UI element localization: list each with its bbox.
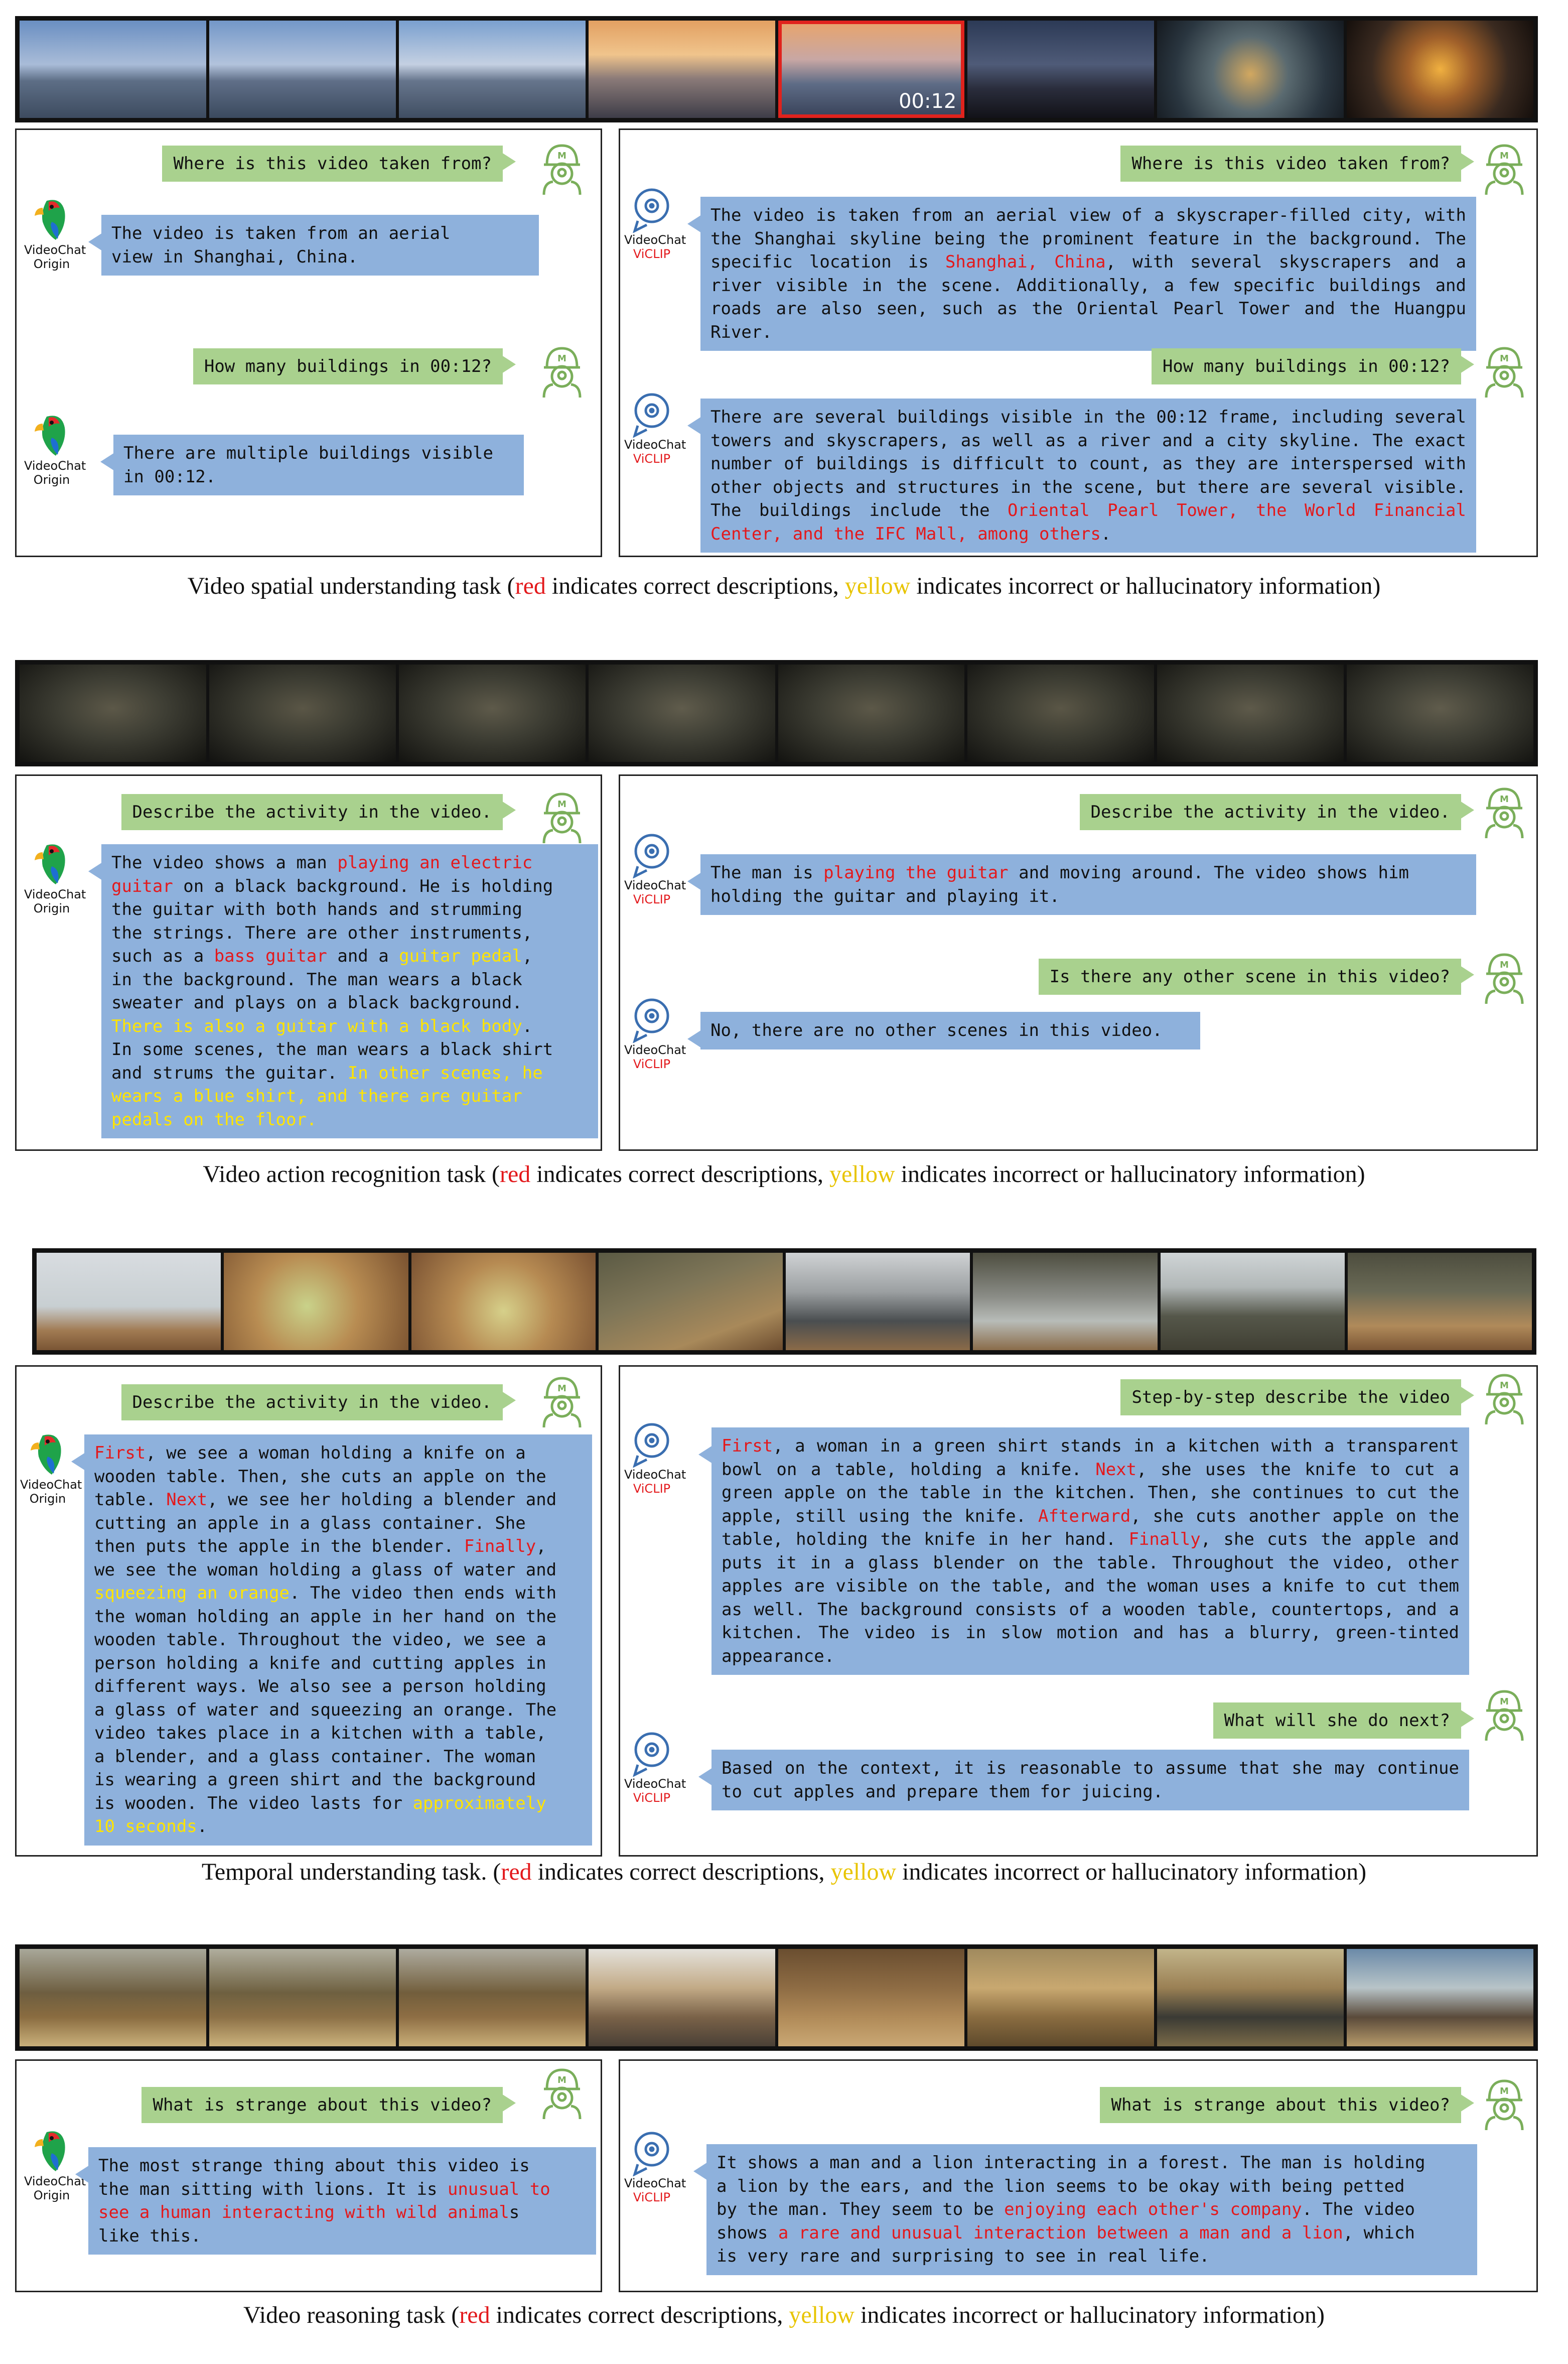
figure-caption xyxy=(0,1160,1568,1188)
viclip-logo-icon xyxy=(624,997,679,1043)
user-question: How many buildings in 00:12? xyxy=(193,348,503,384)
assistant-answer xyxy=(711,1427,1469,1675)
answer-text: . In some scenes, the man wears a black shirt and strums the guitar. xyxy=(111,1016,553,1083)
assistant-answer xyxy=(700,854,1476,915)
answer-text: The video shows a man xyxy=(111,853,338,873)
video-frame xyxy=(967,1949,1154,2046)
model-variant: Origin xyxy=(33,2188,70,2202)
assistant-answer xyxy=(101,215,539,276)
user-question: What is strange about this video? xyxy=(1100,2087,1461,2123)
figure-caption xyxy=(0,2301,1568,2329)
user-question: Describe the activity in the video. xyxy=(1080,794,1461,830)
video-frame xyxy=(399,665,586,762)
assistant-answer xyxy=(700,1012,1200,1049)
video-frame xyxy=(786,1253,970,1350)
video-frame xyxy=(411,1253,596,1350)
answer-text: It shows a man and a lion interacting in a forest. The man is holding a lion by the ears, and the lion seems to be okay with being petted by the man. They seem to be xyxy=(717,2153,1426,2219)
assistant-answer xyxy=(706,2144,1477,2275)
videochat-viclip-avatar xyxy=(624,187,686,261)
answer-text: , we see her holding a blender and cutting an apple in a glass container. She then puts the apple in the blender. xyxy=(94,1490,557,1556)
frame-strip-spatial xyxy=(15,16,1538,122)
user-question: What is strange about this video? xyxy=(141,2087,503,2123)
video-frame xyxy=(20,21,206,118)
parrot-logo-icon xyxy=(24,841,79,887)
video-frame xyxy=(37,1253,221,1350)
video-frame xyxy=(778,665,965,762)
video-frame xyxy=(1157,665,1344,762)
figure-caption xyxy=(0,572,1568,600)
videochat-origin-avatar xyxy=(20,1431,82,1506)
answer-text: and moving around. The video shows him holding the guitar and playing it. xyxy=(710,863,1409,906)
video-frame xyxy=(399,21,586,118)
user-avatar-icon xyxy=(1479,2076,1529,2131)
model-name: VideoChat xyxy=(24,887,86,901)
frame-timestamp: 00:12 xyxy=(899,90,957,113)
videochat-viclip-avatar xyxy=(624,997,686,1071)
answer-text: , which is very rare and surprising to see in real life. xyxy=(717,2222,1415,2266)
model-name: VideoChat xyxy=(24,459,86,473)
caption-before: Temporal understanding task. ( xyxy=(201,1859,501,1885)
user-avatar-icon xyxy=(537,789,587,844)
svg-text:M: M xyxy=(1500,2086,1509,2096)
viclip-logo-icon xyxy=(624,832,679,878)
videochat-viclip-avatar xyxy=(624,1731,686,1805)
correct-span: First xyxy=(94,1443,146,1463)
parrot-logo-icon xyxy=(24,197,79,243)
caption-after: indicates incorrect or hallucinatory information) xyxy=(895,1161,1365,1188)
user-question: Describe the activity in the video. xyxy=(121,1384,503,1420)
user-question: How many buildings in 00:12? xyxy=(1152,348,1461,384)
viclip-logo-icon xyxy=(624,391,679,438)
answer-text: The most strange thing about this video is the man sitting with lions. It is xyxy=(98,2156,530,2199)
video-frame xyxy=(20,1949,206,2046)
caption-after: indicates incorrect or hallucinatory information) xyxy=(854,2302,1325,2328)
parrot-logo-icon xyxy=(24,413,79,459)
svg-text:M: M xyxy=(1500,1696,1509,1707)
video-frame xyxy=(778,1949,965,2046)
user-avatar-icon xyxy=(1479,141,1529,196)
frame-strip-temporal xyxy=(32,1248,1536,1355)
video-frame xyxy=(967,21,1154,118)
svg-text:M: M xyxy=(557,353,566,364)
model-variant: ViCLIP xyxy=(633,452,671,466)
video-frame xyxy=(1161,1253,1345,1350)
svg-text:M: M xyxy=(557,1383,566,1394)
user-avatar-icon xyxy=(1479,1686,1529,1742)
video-frame xyxy=(599,1253,783,1350)
model-name: VideoChat xyxy=(624,438,686,452)
parrot-logo-icon xyxy=(20,1431,75,1478)
answer-text: The video is taken from an aerial view in Shanghai, China. xyxy=(111,223,451,267)
assistant-answer xyxy=(84,1434,592,1846)
correct-span: Afterward xyxy=(1038,1506,1131,1526)
user-question: Step-by-step describe the video xyxy=(1120,1379,1461,1415)
correct-span: playing an electric guitar xyxy=(111,853,533,896)
user-question: What will she do next? xyxy=(1213,1702,1461,1739)
answer-text: There are multiple buildings visible in 00:12. xyxy=(123,443,493,487)
video-frame xyxy=(399,1949,586,2046)
video-frame xyxy=(20,665,206,762)
model-name: VideoChat xyxy=(624,2176,686,2190)
model-name: VideoChat xyxy=(24,2174,86,2188)
answer-text: . The video shows xyxy=(717,2199,1415,2243)
caption-after: indicates incorrect or hallucinatory information) xyxy=(896,1859,1367,1885)
caption-before: Video reasoning task ( xyxy=(243,2302,460,2328)
assistant-answer xyxy=(113,435,524,495)
frame-strip-action xyxy=(15,660,1538,766)
caption-red: red xyxy=(515,573,546,599)
caption-middle: indicates correct descriptions, xyxy=(530,1161,830,1188)
user-avatar-icon xyxy=(537,141,587,196)
caption-middle: indicates correct descriptions, xyxy=(531,1859,831,1885)
videochat-viclip-avatar xyxy=(624,391,686,466)
user-question: Is there any other scene in this video? xyxy=(1039,959,1461,995)
video-frame xyxy=(1347,665,1533,762)
videochat-origin-avatar xyxy=(24,413,86,487)
correct-span: Finally xyxy=(464,1536,536,1556)
svg-text:M: M xyxy=(557,2075,566,2085)
assistant-answer xyxy=(101,844,598,1138)
svg-text:M: M xyxy=(1500,151,1509,161)
hallucination-span: approximately 10 seconds xyxy=(94,1793,546,1836)
model-variant: Origin xyxy=(29,1492,66,1506)
model-name: VideoChat xyxy=(624,1043,686,1057)
figure-caption xyxy=(0,1858,1568,1886)
answer-text: Based on the context, it is reasonable to assume that she may continue to cut apples and prepare them for juicing. xyxy=(722,1758,1470,1802)
model-variant: ViCLIP xyxy=(633,892,671,906)
video-frame xyxy=(209,1949,396,2046)
correct-span: Oriental Pearl Tower, the World Financial Center, and the IFC Mall, among others xyxy=(710,500,1477,544)
user-avatar-icon xyxy=(1479,784,1529,839)
videochat-origin-avatar xyxy=(24,2128,86,2202)
viclip-logo-icon xyxy=(624,1421,679,1468)
svg-text:M: M xyxy=(1500,960,1509,970)
video-frame xyxy=(224,1253,408,1350)
answer-text: No, there are no other scenes in this video. xyxy=(710,1020,1163,1040)
caption-yellow: yellow xyxy=(844,573,911,599)
model-variant: Origin xyxy=(33,901,70,915)
model-name: VideoChat xyxy=(624,233,686,247)
correct-span: First xyxy=(722,1436,773,1456)
user-avatar-icon xyxy=(1479,950,1529,1005)
caption-yellow: yellow xyxy=(789,2302,855,2328)
answer-text: There are several buildings visible in the 00:12 frame, including several towers and skyscrapers, as well as a river and a city skyline. The exact number of buildings is difficult to count, as they are interspersed with other objects and structures in the scene, but there are several visible. The buildings include the xyxy=(710,407,1477,520)
model-variant: ViCLIP xyxy=(633,1791,671,1805)
assistant-answer xyxy=(700,197,1476,351)
svg-text:M: M xyxy=(1500,794,1509,805)
caption-before: Video action recognition task ( xyxy=(203,1161,500,1188)
user-avatar-icon xyxy=(1479,1370,1529,1425)
correct-span: Shanghai, China xyxy=(945,252,1106,272)
answer-text: , in the background. The man wears a black sweater and plays on a black background. xyxy=(111,946,533,1013)
model-variant: ViCLIP xyxy=(633,1057,671,1071)
assistant-answer xyxy=(711,1750,1469,1810)
video-frame xyxy=(589,665,775,762)
user-avatar-icon xyxy=(1479,343,1529,399)
assistant-answer xyxy=(88,2147,596,2255)
caption-yellow: yellow xyxy=(830,1859,897,1885)
viclip-logo-icon xyxy=(624,2130,679,2176)
answer-text: The video is taken from an aerial view of a skyscraper-filled city, with the Shanghai skyline being the prominent feature in the background. The specific location is xyxy=(710,205,1477,272)
model-name: VideoChat xyxy=(20,1478,82,1492)
caption-middle: indicates correct descriptions, xyxy=(545,573,845,599)
video-frame-selected xyxy=(778,21,965,118)
model-variant: ViCLIP xyxy=(633,2190,671,2204)
model-variant: ViCLIP xyxy=(633,247,671,261)
hallucination-span: squeezing an orange xyxy=(94,1583,290,1603)
user-avatar-icon xyxy=(537,2065,587,2120)
answer-text: , she cuts another apple on the table, holding the knife in her hand. xyxy=(722,1506,1470,1549)
video-frame xyxy=(1347,21,1533,118)
viclip-logo-icon xyxy=(624,187,679,233)
correct-span: unusual to see a human interacting with wild animal xyxy=(98,2179,550,2222)
videochat-origin-avatar xyxy=(24,841,86,915)
video-frame xyxy=(973,1253,1157,1350)
answer-text: The man is xyxy=(710,863,824,883)
video-frame xyxy=(209,665,396,762)
video-frame xyxy=(967,665,1154,762)
answer-text: . xyxy=(197,1816,208,1836)
svg-text:M: M xyxy=(557,799,566,810)
caption-after: indicates incorrect or hallucinatory information) xyxy=(910,573,1381,599)
answer-text: , we see a woman holding a knife on a wooden table. Then, she cuts an apple on the table. xyxy=(94,1443,546,1510)
user-avatar-icon xyxy=(537,1373,587,1428)
videochat-viclip-avatar xyxy=(624,832,686,906)
hallucination-span: There is also a guitar with a black body xyxy=(111,1016,522,1036)
correct-span: a rare and unusual interaction between a man and a lion xyxy=(778,2222,1343,2243)
assistant-answer xyxy=(700,399,1476,553)
video-frame xyxy=(589,1949,775,2046)
answer-text: , she cuts the apple and puts it in a glass blender on the table. Throughout the video, other apples are visible on the table, and the woman uses a knife to cut them as well. The background consists of a wooden table, countertops, and a kitchen. The video is in slow motion and has a blurry, green-tinted appearance. xyxy=(722,1529,1470,1666)
caption-middle: indicates correct descriptions, xyxy=(490,2302,789,2328)
svg-text:M: M xyxy=(1500,353,1509,364)
user-avatar-icon xyxy=(537,343,587,399)
correct-span: bass guitar xyxy=(214,946,327,966)
user-question: Describe the activity in the video. xyxy=(121,794,503,830)
video-frame xyxy=(1348,1253,1532,1350)
answer-text: , we see the woman holding a glass of water and xyxy=(94,1536,557,1580)
viclip-logo-icon xyxy=(624,1731,679,1777)
video-frame xyxy=(1157,21,1344,118)
correct-span: Next xyxy=(166,1490,208,1510)
model-variant: Origin xyxy=(33,257,70,271)
svg-text:M: M xyxy=(1500,1380,1509,1391)
video-frame xyxy=(209,21,396,118)
video-frame xyxy=(1157,1949,1344,2046)
hallucination-span: In other scenes, he wears a blue shirt, and there are guitar pedals on the floor. xyxy=(111,1063,543,1130)
caption-before: Video spatial understanding task ( xyxy=(187,573,515,599)
model-variant: ViCLIP xyxy=(633,1482,671,1496)
svg-text:M: M xyxy=(557,151,566,161)
caption-red: red xyxy=(501,1859,532,1885)
model-name: VideoChat xyxy=(624,1468,686,1482)
model-variant: Origin xyxy=(33,473,70,487)
parrot-logo-icon xyxy=(24,2128,79,2174)
correct-span: Next xyxy=(1095,1459,1137,1480)
user-question: Where is this video taken from? xyxy=(162,146,503,182)
user-question: Where is this video taken from? xyxy=(1120,146,1461,182)
video-frame xyxy=(589,21,775,118)
answer-text: . xyxy=(1100,523,1111,544)
hallucination-span: guitar pedal xyxy=(399,946,522,966)
answer-text: , with several skyscrapers and a river visible in the scene. Additionally, a few specific buildings and roads are also seen, such as the Oriental Pearl Tower and the Huangpu River. xyxy=(710,252,1477,342)
videochat-origin-avatar xyxy=(24,197,86,271)
caption-red: red xyxy=(499,1161,531,1188)
answer-text: s like this. xyxy=(98,2202,520,2246)
caption-yellow: yellow xyxy=(829,1161,895,1188)
caption-red: red xyxy=(459,2302,490,2328)
video-frame xyxy=(1347,1949,1533,2046)
correct-span: playing the guitar xyxy=(823,863,1009,883)
answer-text: . The video then ends with the woman holding an apple in her hand on the wooden table. Throughout the video, we see a person holding a knife and cutting apples in different ways. We also see a person holding a glass of water and squeezing an orange. The video takes place in a kitchen with a table, a blender, and a glass container. The woman is wearing a green shirt and the background is wooden. The video lasts for xyxy=(94,1583,557,1813)
videochat-viclip-avatar xyxy=(624,1421,686,1496)
correct-span: enjoying each other's company xyxy=(1004,2199,1302,2219)
model-name: VideoChat xyxy=(24,243,86,257)
correct-span: Finally xyxy=(1128,1529,1201,1549)
answer-text: , a woman in a green shirt stands in a kitchen with a transparent bowl on a table, holding a knife. xyxy=(722,1436,1470,1480)
answer-text: , she uses the knife to cut a green apple on the table in the kitchen. Then, she continues to cut the apple, still using the knife. xyxy=(722,1459,1470,1526)
answer-text: and a xyxy=(327,946,399,966)
answer-text: on a black background. He is holding the guitar with both hands and strumming the strings. There are other instruments, such as a xyxy=(111,876,553,966)
model-name: VideoChat xyxy=(624,878,686,892)
frame-strip-reasoning xyxy=(15,1944,1538,2051)
videochat-viclip-avatar xyxy=(624,2130,686,2204)
model-name: VideoChat xyxy=(624,1777,686,1791)
